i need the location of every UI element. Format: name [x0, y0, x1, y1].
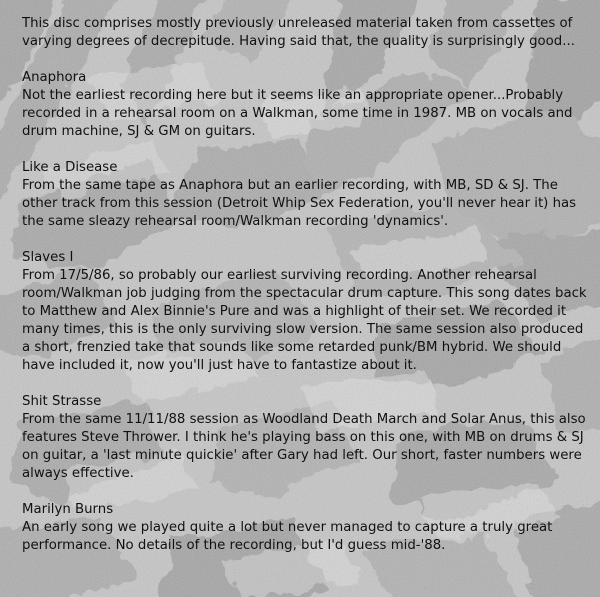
track-title: Shit Strasse [22, 394, 102, 409]
track-notes: From the same tape as Anaphora but an earlier recording, with MB, SD & SJ. The other track from this session (Detroit Whip Sex Federation, you'll never hear it) has the same sleazy rehearsal room/Walkman recording 'dynamics'. [22, 178, 577, 229]
track-title: Like a Disease [22, 160, 118, 175]
track-title: Marilyn Burns [22, 502, 114, 517]
track-section-anaphora [22, 69, 588, 141]
track-notes: From the same 11/11/88 session as Woodland Death March and Solar Anus, this also features Steve Thrower. I think he's playing bass on this one, with MB on drums & SJ on guitar, a 'last minute quickie' after Gary had left. Our short, faster numbers were always effective. [22, 412, 586, 481]
track-notes: From 17/5/86, so probably our earliest surviving recording. Another rehearsal room/Walkman job judging from the spectacular drum capture. This song dates back to Matthew and Alex Binnie's Pure and was a highlight of their set. We recorded it many times, this is the only surviving slow version. The same session also produced a short, frenzied take that sounds like some retarded punk/BM hybrid. We should have included it, now you'll just have to fantastize about it. [22, 268, 587, 373]
liner-notes-text [22, 15, 588, 573]
track-notes: An early song we played quite a lot but never managed to capture a truly great performance. No details of the recording, but I'd guess mid-'88. [22, 520, 553, 553]
track-title: Slaves I [22, 250, 74, 265]
track-notes: Not the earliest recording here but it seems like an appropriate opener...Probably recorded in a rehearsal room on a Walkman, some time in 1987. MB on vocals and drum machine, SJ & GM on guitars. [22, 88, 573, 139]
intro-paragraph: This disc comprises mostly previously unreleased material taken from cassettes of varying degrees of decrepitude. Having said that, the quality is surprisingly good... [22, 16, 575, 49]
track-section-like-a-disease [22, 159, 588, 231]
track-section-shit-strasse [22, 393, 588, 483]
track-section-slaves-i [22, 249, 588, 375]
track-section-marilyn-burns [22, 501, 588, 555]
track-title: Anaphora [22, 70, 87, 85]
